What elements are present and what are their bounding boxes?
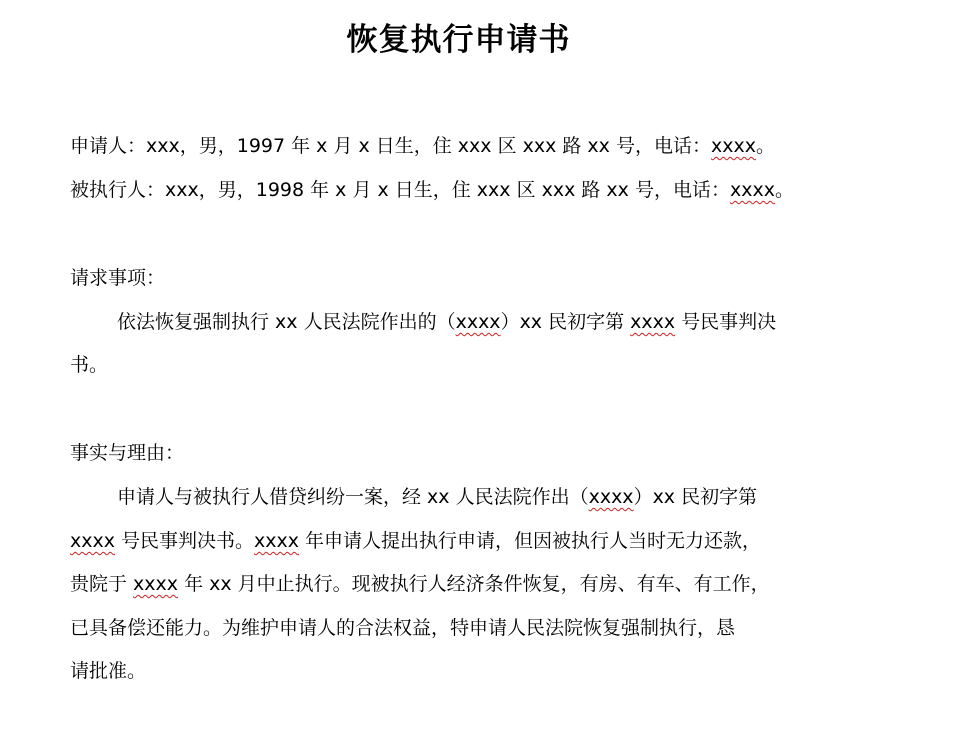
facts-case-year: xxxx [588,486,634,508]
respondent-phone: xxxx [729,179,775,201]
facts-text-3b: 年 xx 月中止执行。现被执行人经济条件恢复，有房、有车、有工作， [178,573,770,595]
request-case-number: xxxx [630,311,676,333]
applicant-phone: xxxx [710,135,756,157]
respondent-text: 被执行人：xxx，男，1998 年 x 月 x 日生，住 xxx 区 xxx 路 xx 号，电话： [70,179,730,201]
facts-line-4: 已具备偿还能力。为维护申请人的合法权益，特申请人民法院恢复强制执行，恳 [70,617,736,639]
facts-heading: 事实与理由： [70,442,185,464]
facts-line-3 [70,571,770,597]
facts-text-1a: 申请人与被执行人借贷纠纷一案，经 xx 人民法院作出（ [117,486,589,508]
facts-suspend-year: xxxx [133,573,179,595]
request-line-2: 书。 [70,354,109,376]
facts-text-3a: 贵院于 [70,573,134,595]
facts-text-2a: 号民事判决书。 [114,530,255,552]
request-heading: 请求事项： [70,267,166,289]
respondent-line [70,177,794,203]
facts-line-5: 请批准。 [70,660,147,682]
facts-case-number: xxxx [70,530,115,552]
applicant-line [70,133,775,159]
document-title: 恢复执行申请书 [346,22,571,58]
request-text-b: ）xx 民初字第 [500,311,631,333]
facts-apply-year: xxxx [254,530,300,552]
respondent-end: 。 [774,179,794,201]
request-text-a: 依法恢复强制执行 xx 人民法院作出的（ [117,311,456,333]
request-text-c: 号民事判决 [675,311,777,333]
request-case-year: xxxx [455,311,501,333]
facts-line-2 [70,528,761,554]
applicant-text: 申请人：xxx，男，1997 年 x 月 x 日生，住 xxx 区 xxx 路 xx 号，电话： [70,135,711,157]
facts-line-1 [117,484,757,510]
facts-text-1b: ）xx 民初字第 [633,486,758,508]
request-line-1 [117,309,776,335]
facts-text-2b: 年申请人提出执行申请，但因被执行人当时无力还款， [299,530,762,552]
applicant-end: 。 [755,135,775,157]
